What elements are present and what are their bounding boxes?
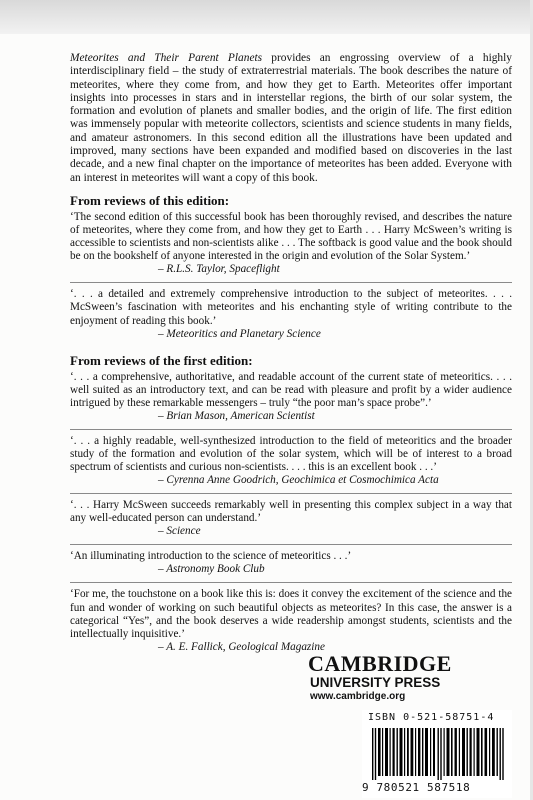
- review-divider: [70, 282, 512, 283]
- review-quote: ‘. . . a detailed and extremely comprehensive introduction to the subject of meteorites. . . . McSween’s fascination with meteorites and his enchanting style of writing contribute to the enjoyment of reading this book.’: [70, 288, 512, 327]
- review-divider: [70, 493, 512, 494]
- review-item: [70, 550, 512, 576]
- section-heading-this-edition: From reviews of this edition:: [70, 192, 230, 208]
- section-heading-first-edition: From reviews of the first edition:: [70, 352, 253, 368]
- publisher-subtitle: UNIVERSITY PRESS: [310, 675, 441, 690]
- review-source: – Cyrenna Anne Goodrich, Geochimica et Cosmochimica Acta: [158, 474, 439, 487]
- review-source: – Brian Mason, American Scientist: [158, 409, 315, 422]
- publisher-name: CAMBRIDGE: [308, 651, 452, 676]
- review-quote: ‘An illuminating introduction to the science of meteoritics . . .’: [70, 550, 352, 563]
- reviews-this-edition: [70, 211, 512, 341]
- review-quote: ‘. . . a highly readable, well-synthesized introduction to the field of meteoritics and the broader study of the formation and evolution of the solar system, which will be of interest to a broad spectrum of scientists and curious non-scientists. . . . this is an excellent book . . .’: [70, 434, 512, 474]
- review-source: – Astronomy Book Club: [158, 563, 265, 576]
- book-title: Meteorites and Their Parent Planets: [70, 52, 263, 64]
- back-cover-text: [70, 52, 512, 660]
- review-quote: ‘For me, the touchstone on a book like this is: does it convey the excitement of the science and the fun and wonder of working on such beautiful objects as meteorites? In this case, the answer is a categorical “Yes”, and the book deserves a wide readership amongst students, scientists and the intellectually inquisitive.’: [70, 588, 512, 640]
- review-source: – Science: [158, 525, 201, 538]
- review-source: – Meteoritics and Planetary Science: [158, 327, 321, 340]
- review-source: – A. E. Fallick, Geological Magazine: [158, 640, 325, 653]
- reviews-first-edition: [70, 371, 512, 654]
- book-description: [70, 52, 512, 185]
- publisher-logo: [308, 653, 508, 703]
- barcode-icon: [372, 728, 506, 780]
- review-divider: [70, 429, 512, 430]
- review-quote: ‘. . . a comprehensive, authoritative, and readable account of the current state of meteoritics. . . . well suited as an introductory text, and can be read with pleasure and profit by a wider audience intrigued by these remarkable messengers – truly “the poor man’s space probe”.’: [70, 370, 512, 409]
- publisher-url: www.cambridge.org: [310, 691, 406, 702]
- review-divider: [70, 544, 512, 545]
- barcode-area: [362, 710, 512, 798]
- cover-top-band: [0, 0, 533, 34]
- review-quote: ‘. . . Harry McSween succeeds remarkably well in presenting this complex subject in a way that any well-educated person can understand.’: [70, 499, 512, 525]
- review-divider: [70, 582, 512, 583]
- description-text: provides an engrossing overview of a highly interdisciplinary field – the study of extraterrestrial materials. The book describes the nature of meteorites, where they come from, and how they get to Earth. Meteorites offer important insights into processes in stars and in interstellar regions, the birth of our solar system, the formation and evolution of planets and smaller bodies, and the origin of life. The first edition was immensely popular with meteorite collectors, scientists and science students in many fields, and amateur astronomers. In this second edition all the illustrations have been updated and improved, many sections have been expanded and modified based on discoveries in the last decade, and a new final chapter on the importance of meteorites has been added. Everyone with an interest in meteorites will want a copy of this book.: [70, 52, 512, 184]
- review-item: [70, 435, 512, 487]
- review-item: [70, 499, 512, 538]
- isbn-label: ISBN 0-521-58751-4: [368, 712, 495, 723]
- review-quote: ‘The second edition of this successful book has been thoroughly revised, and describes the nature of meteorites, where they come from, and how they get to Earth . . . Harry McSween’s writing is accessible to scientists and non-scientists alike . . . The softback is good value and the book should be on the bookshelf of anyone interested in the origin and evolution of the Solar System.’: [70, 210, 512, 263]
- review-item: [70, 288, 512, 340]
- barcode-number: 9 780521 587518: [362, 781, 471, 794]
- review-item: [70, 371, 512, 423]
- review-item: [70, 211, 512, 276]
- review-source: – R.L.S. Taylor, Spaceflight: [158, 263, 280, 276]
- review-item: [70, 588, 512, 653]
